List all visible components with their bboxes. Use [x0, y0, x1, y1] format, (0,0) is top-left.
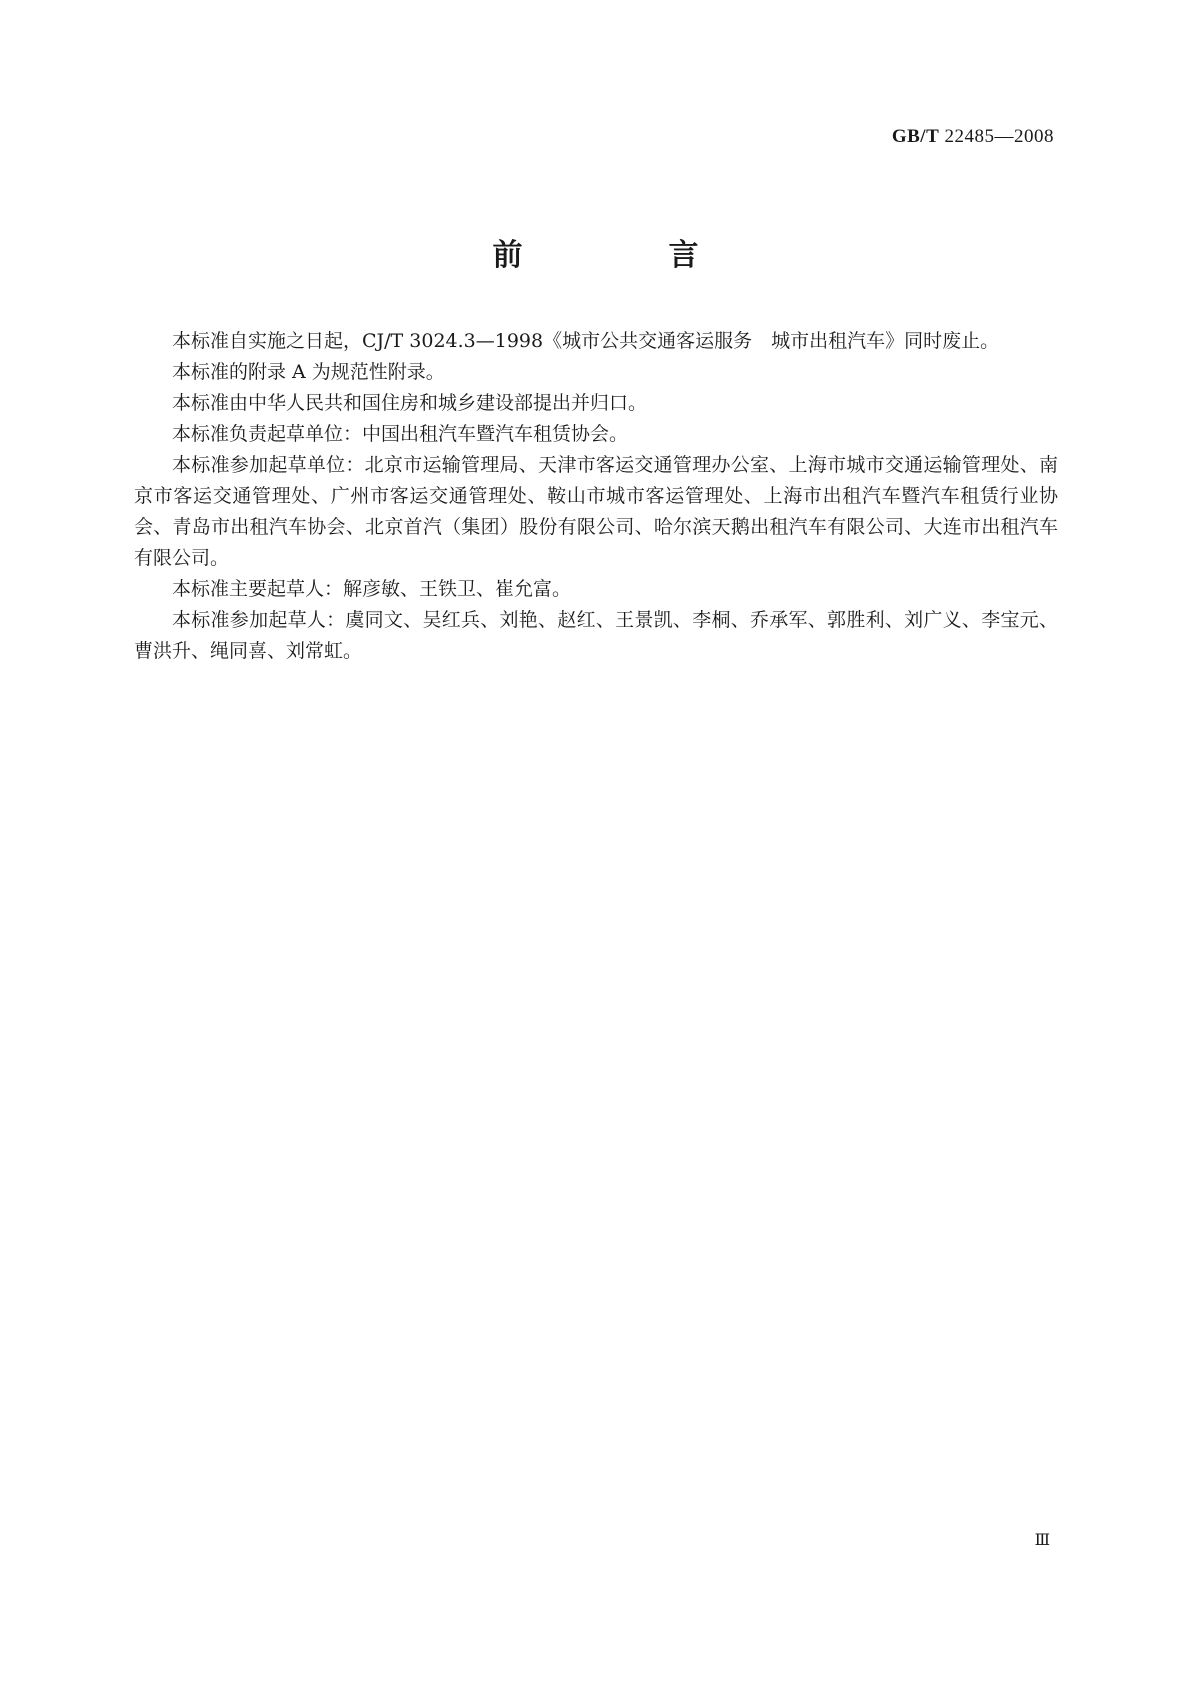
standard-code-number: 22485—2008: [944, 126, 1054, 147]
paragraph-repeal: 本标准自实施之日起，CJ/T 3024.3—1998《城市公共交通客运服务 城市出租汽车》同时废止。: [172, 330, 1000, 352]
paragraph-participating-units: 本标准参加起草单位：北京市运输管理局、天津市客运交通管理办公室、上海市城市交通运输管理处、南京市客运交通管理处、广州市客运交通管理处、鞍山市城市客运管理处、上海市出租汽车暨汽车租赁行业协会、青岛市出租汽车协会、北京首汽（集团）股份有限公司、哈尔滨天鹅出租汽车有限公司、大连市出租汽车有限公司。: [134, 454, 1058, 569]
paragraph-main-drafters: 本标准主要起草人：解彦敏、王铁卫、崔允富。: [172, 578, 572, 600]
paragraph-appendix: 本标准的附录 A 为规范性附录。: [172, 361, 445, 383]
paragraph-lead-drafter: 本标准负责起草单位：中国出租汽车暨汽车租赁协会。: [172, 423, 629, 445]
standard-code: [892, 126, 1054, 148]
page-title: 前 言: [492, 238, 757, 273]
paragraph-participating-drafters: 本标准参加起草人：虞同文、吴红兵、刘艳、赵红、王景凯、李桐、乔承军、郭胜利、刘广义、李宝元、曹洪升、绳同喜、刘常虹。: [134, 609, 1058, 662]
foreword-body: [134, 326, 1058, 667]
standard-code-prefix: GB/T: [891, 126, 940, 147]
paragraph-proposer: 本标准由中华人民共和国住房和城乡建设部提出并归口。: [172, 392, 648, 414]
page-number: Ⅲ: [1034, 1530, 1049, 1549]
